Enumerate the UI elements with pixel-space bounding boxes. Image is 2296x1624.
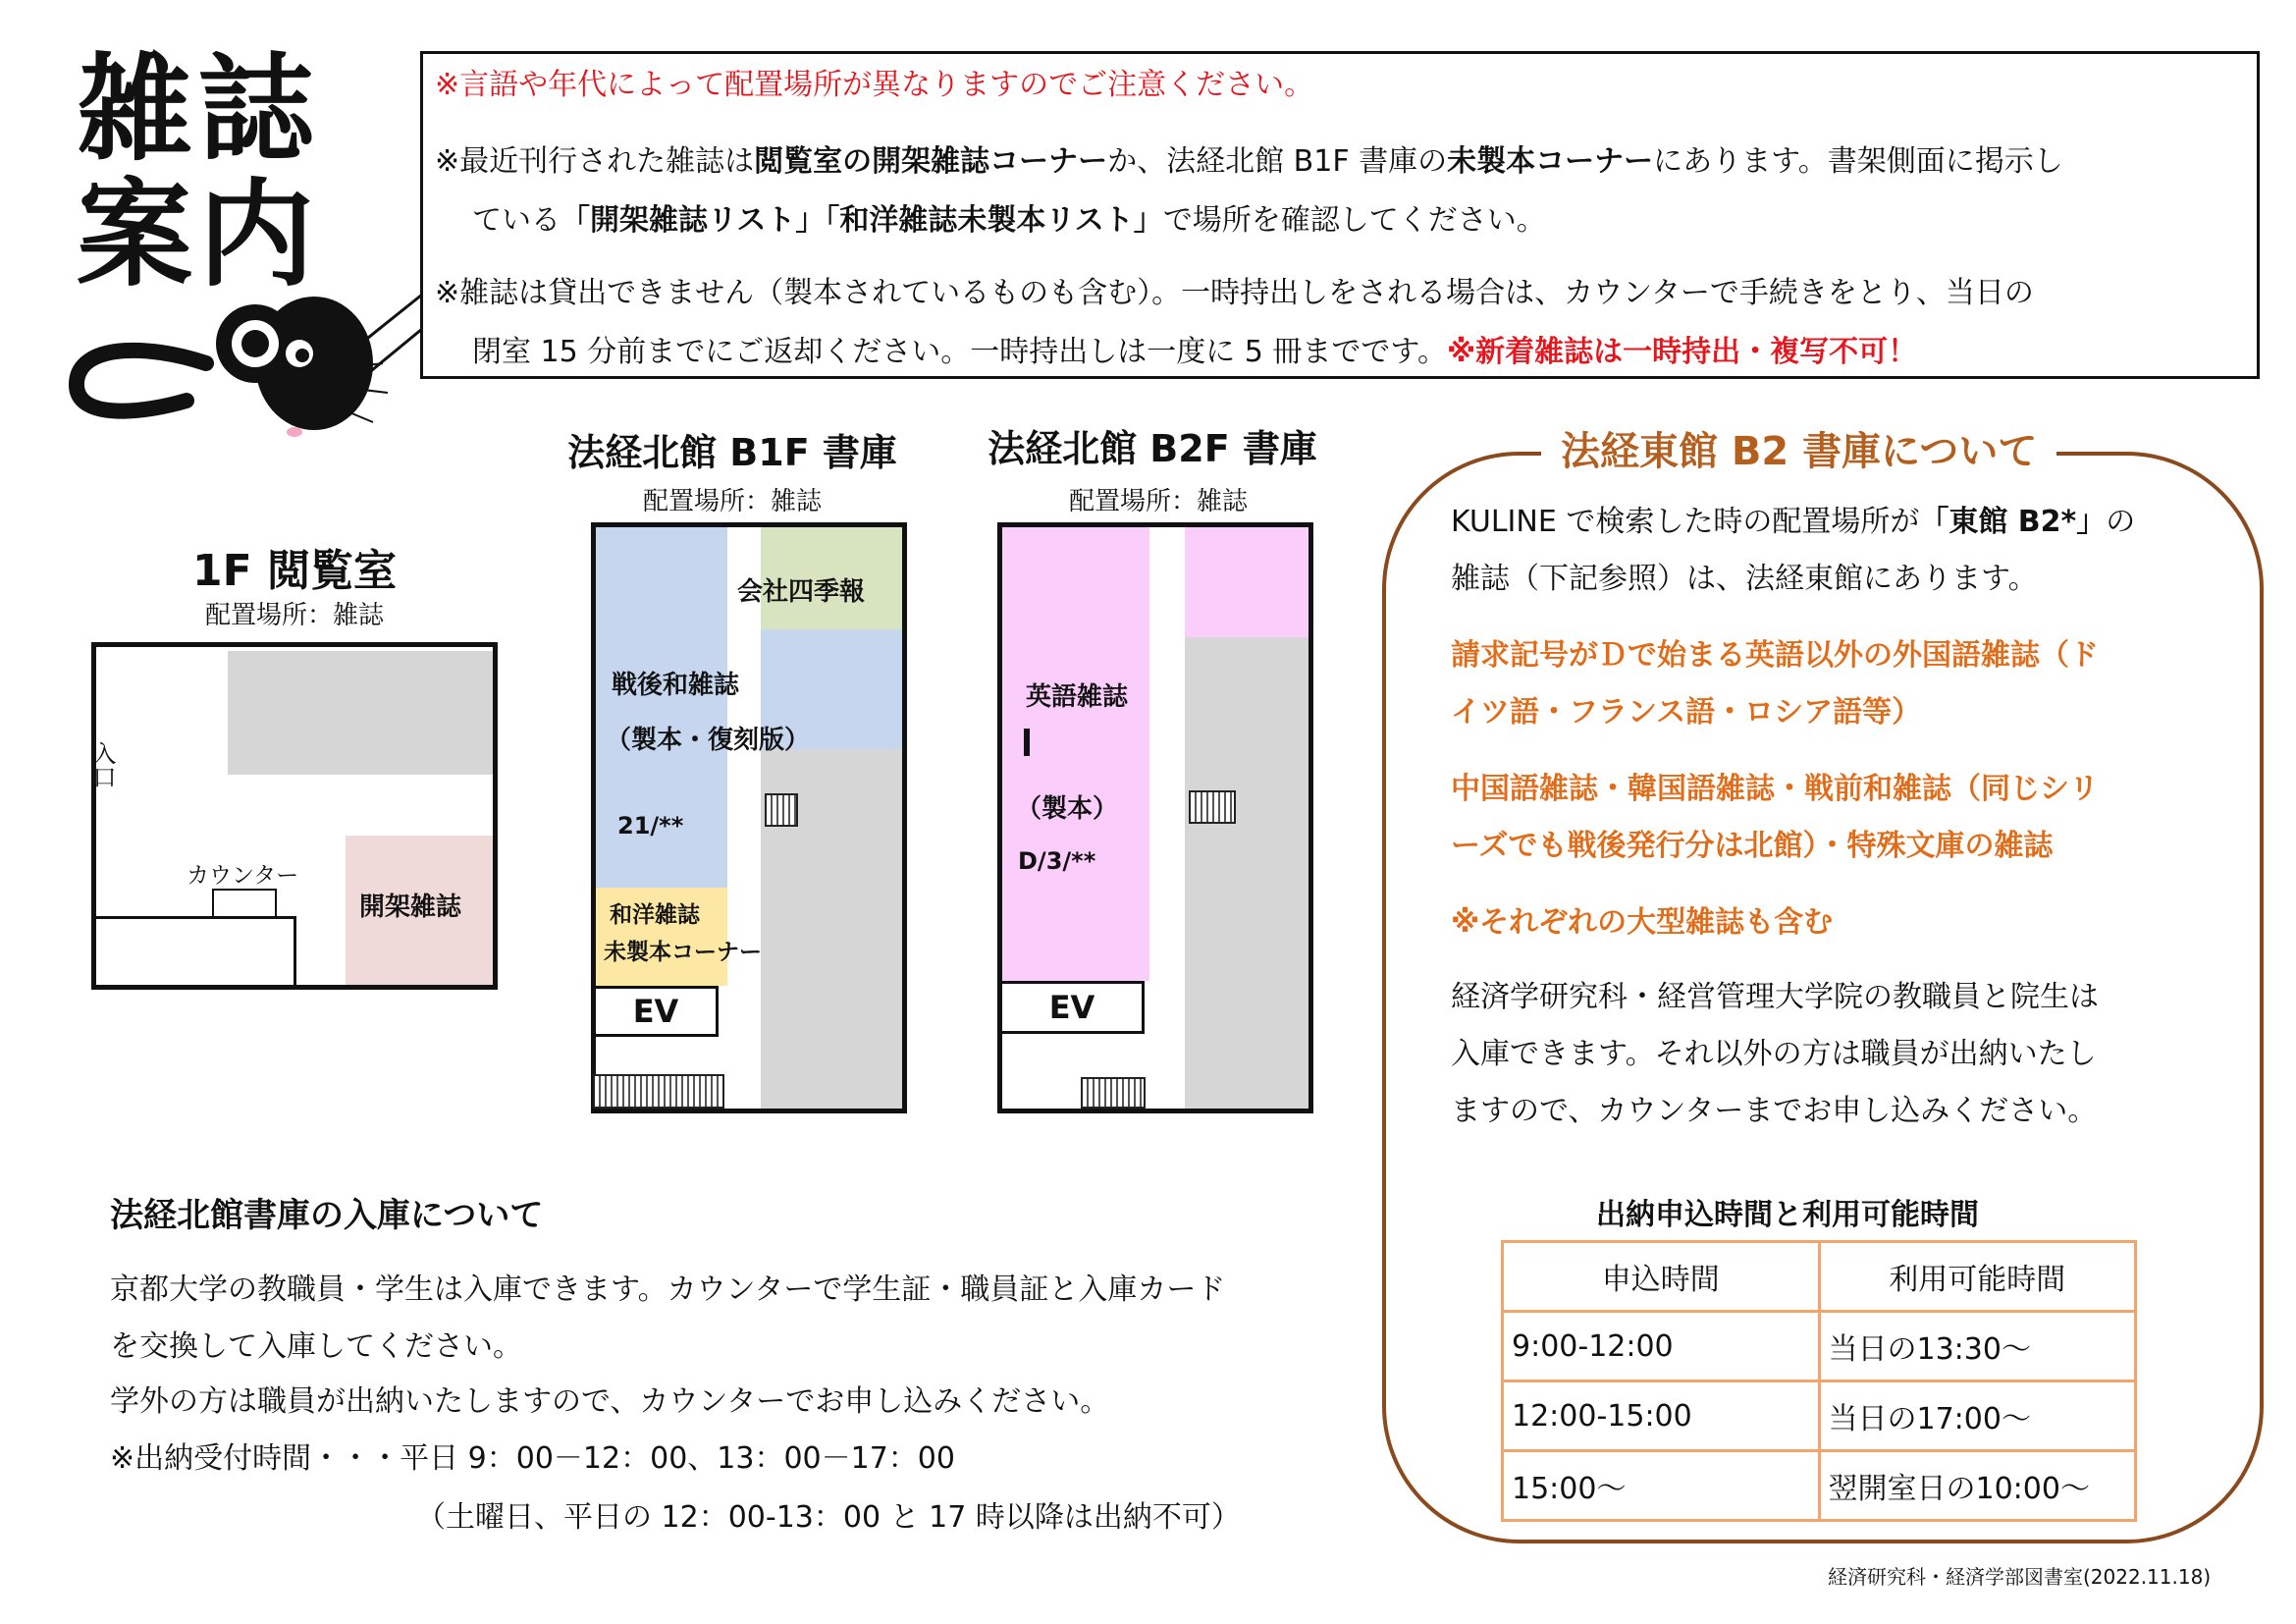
east-title: 法経東館 B2 書庫について [1541,420,2056,476]
b2f-title: 法経北館 B2F 書庫 [988,427,1317,470]
hours-table [1501,1240,2137,1522]
table-cell: 9:00-12:00 [1503,1312,1820,1381]
north-line-5: （土曜日、平日の 12：00-13：00 と 17 時以降は出納不可） [416,1500,1241,1535]
room1f-subtitle: 配置場所：雑誌 [204,601,384,630]
b1f-stairs-icon [765,793,798,827]
b1f-subtitle: 配置場所：雑誌 [642,487,822,516]
table-header-row [1503,1242,2136,1312]
table-header-cell: 申込時間 [1503,1242,1820,1312]
b1f-unbound-label-1: 和洋雑誌 [610,902,700,928]
b2f-divider-mark [1024,729,1030,756]
table-row [1503,1312,2136,1381]
notice-line-2 [435,144,2063,180]
room1f-gray-area [228,651,493,775]
east-location-code: 「東館 B2*」 [1919,505,2107,539]
room1f-entrance-label: 入口 [88,741,116,788]
b1f-code-label: 21/** [617,812,684,839]
east-text: の [2106,505,2136,539]
notice-line-5 [472,335,1917,370]
notice-text: ※最近刊行された雑誌は [435,144,755,179]
table-cell: 12:00-15:00 [1503,1381,1820,1451]
b2f-code-label: D/3/** [1018,847,1096,875]
north-line-2: を交換して入庫してください。 [110,1329,522,1364]
table-row [1503,1451,2136,1521]
notice-line-3 [472,203,1546,239]
east-orange-line-2: イツ語・フランス語・ロシア語等） [1451,695,1922,730]
notice-text: ている [472,203,561,238]
notice-emphasis: 未製本コーナー [1447,144,1654,179]
east-paragraph-2-line-2: 入庫できます。それ以外の方は職員が出納いたし [1451,1037,2097,1071]
east-paragraph-2-line-3: ますので、カウンターまでお申し込みください。 [1451,1094,2098,1128]
b1f-postwar-label: 戦後和雑誌 [612,671,740,700]
b2f-plan [997,522,1313,1113]
notice-text: か、法経北館 B1F 書庫の [1107,144,1448,179]
table-cell: 当日の17:00～ [1819,1381,2136,1451]
north-line-3: 学外の方は職員が出納いたしますので、カウンターでお申し込みください。 [110,1384,1110,1419]
table-cell: 15:00～ [1503,1451,1820,1521]
b1f-unbound-label-2: 未製本コーナー [604,940,762,965]
b1f-title: 法経北館 B1F 書庫 [567,431,897,474]
room1f-counter-desk [212,889,277,918]
notice-warning: ※新着雑誌は一時持出・複写不可！ [1447,335,1918,369]
b2f-stairs-bottom-icon [1081,1077,1146,1109]
table-cell: 当日の13:30～ [1819,1312,2136,1381]
notice-line-1: ※言語や年代によって配置場所が異なりますのでご注意ください。 [435,68,1314,102]
east-paragraph-1-line-1 [1451,497,2135,540]
room1f-open-shelf-label: 開架雑誌 [359,893,462,922]
north-line-1: 京都大学の教職員・学生は入庫できます。カウンターで学生証・職員証と入庫カード [110,1272,1226,1307]
east-paragraph-1-line-2: 雑誌（下記参照）は、法経東館にあります。 [1451,562,2038,596]
east-orange-line-5: ※それぞれの大型雑誌も含む [1451,905,1834,940]
notice-line-4: ※雑誌は貸出できません（製本されているものも含む）。一時持出しをされる場合は、カウンターで手続きをとり、当日の [435,276,2034,310]
room1f-title: 1F 閲覧室 [192,546,397,596]
notice-emphasis: 「開架雑誌リスト」「和洋雑誌未製本リスト」 [561,203,1163,238]
notice-box [420,51,2260,379]
room1f-counter [96,916,296,987]
b2f-gray-area [1185,637,1308,1109]
east-orange-line-4: ーズでも戦後発行分は北館）・特殊文庫の雑誌 [1451,829,2054,863]
notice-emphasis: 閲覧室の開架雑誌コーナー [754,144,1108,179]
b1f-stairs-bottom-icon [593,1074,724,1109]
footer-credit: 経済研究科・経済学部図書室(2022.11.18) [1828,1565,2212,1589]
notice-text: 閉室 15 分前までにご返却ください。一時持出しは一度に 5 冊までです。 [472,335,1448,369]
page-title-line2: 案内 [77,167,321,302]
b2f-stairs-icon [1189,790,1236,824]
table-cell: 翌開室日の10:00～ [1819,1451,2136,1521]
room1f-plan [88,642,498,990]
b2f-english-label: 英語雑誌 [1026,682,1129,712]
b2f-elevator: EV [999,981,1145,1034]
table-row [1503,1381,2136,1451]
north-line-4: ※出納受付時間・・・平日 9：00－12：00、13：00－17：00 [110,1441,955,1476]
notice-text: にあります。書架側面に掲示し [1653,144,2063,179]
b1f-elevator: EV [593,986,719,1037]
room1f-counter-label: カウンター [187,863,299,889]
page-title-line1: 雑誌 [77,41,321,177]
east-orange-line-3: 中国語雑誌・韓国語雑誌・戦前和雑誌（同じシリ [1451,772,2099,806]
b2f-subtitle: 配置場所：雑誌 [1068,487,1248,516]
table-header-cell: 利用可能時間 [1819,1242,2136,1312]
b2f-bound-label: （製本） [1016,794,1119,824]
b1f-bound-label: （製本・復刻版） [606,726,811,755]
hours-table-title: 出納申込時間と利用可能時間 [1596,1198,1979,1232]
b1f-plan [591,522,907,1113]
east-paragraph-2-line-1: 経済学研究科・経営管理大学院の教職員と院生は [1451,980,2099,1014]
notice-text: で場所を確認してください。 [1162,203,1546,238]
east-orange-line-1: 請求記号がＤで始まる英語以外の外国語雑誌（ド [1451,638,2099,673]
east-text: KULINE で検索した時の配置場所が [1451,505,1920,539]
b2f-pink-area-right [1185,527,1308,637]
north-title: 法経北館書庫の入庫について [110,1196,544,1235]
b1f-company-label: 会社四季報 [737,577,866,607]
mouse-mascot-icon [59,226,432,461]
